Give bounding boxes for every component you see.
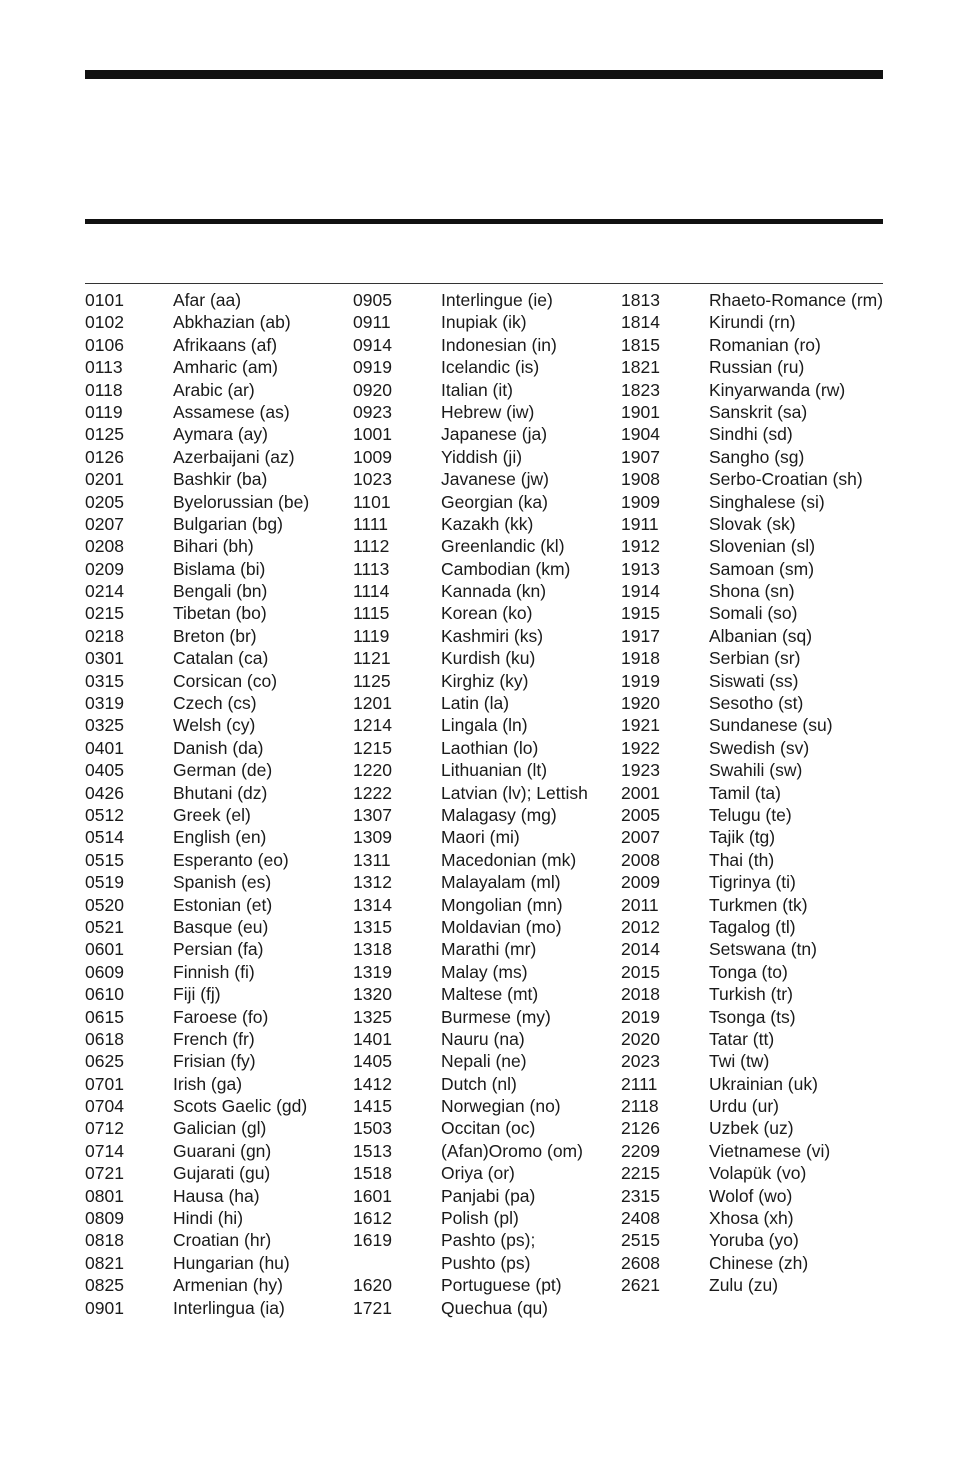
language-code: 1920 <box>621 693 660 714</box>
language-code: 1215 <box>353 737 392 758</box>
language-code: 0201 <box>85 469 124 490</box>
language-code: 0405 <box>85 760 124 781</box>
language-name: Maltese (mt) <box>441 984 539 1005</box>
language-code: 0218 <box>85 625 124 646</box>
language-name: Fiji (fj) <box>173 984 221 1005</box>
language-code: 0818 <box>85 1230 124 1251</box>
language-name: Hindi (hi) <box>173 1208 244 1229</box>
language-name: Volapük (vo) <box>709 1163 807 1184</box>
language-code: 0315 <box>85 670 124 691</box>
language-code: 0106 <box>85 334 124 355</box>
language-name: Bashkir (ba) <box>173 469 268 490</box>
language-code: 1612 <box>353 1208 392 1229</box>
language-name: Kinyarwanda (rw) <box>709 379 846 400</box>
language-name: Sanskrit (sa) <box>709 401 808 422</box>
language-name: Setswana (tn) <box>709 939 817 960</box>
language-name: Slovenian (sl) <box>709 536 816 557</box>
language-name: Turkmen (tk) <box>709 894 808 915</box>
language-name: Interlingue (ie) <box>441 290 553 310</box>
language-name: Sesotho (st) <box>709 693 804 714</box>
language-code: 0721 <box>85 1163 124 1184</box>
language-code: 0905 <box>353 290 392 310</box>
language-code: 2126 <box>621 1118 660 1139</box>
language-code: 1814 <box>621 312 660 333</box>
language-code: 1001 <box>353 424 392 445</box>
language-code: 1115 <box>353 603 390 624</box>
language-code: 0520 <box>85 894 124 915</box>
language-code: 1318 <box>353 939 392 960</box>
language-code: 1813 <box>621 290 660 310</box>
language-name: Byelorussian (be) <box>173 491 310 512</box>
language-code: 2005 <box>621 804 660 825</box>
language-name: Tajik (tg) <box>709 827 776 848</box>
language-code: 1201 <box>353 693 392 714</box>
language-name: Panjabi (pa) <box>441 1185 536 1206</box>
language-code: 1912 <box>621 536 660 557</box>
language-code: 1915 <box>621 603 660 624</box>
language-code: 2215 <box>621 1163 660 1184</box>
language-name: Finnish (fi) <box>173 961 255 982</box>
language-name: Bihari (bh) <box>173 536 254 557</box>
language-name: Arabic (ar) <box>173 379 255 400</box>
language-name: Tatar (tt) <box>709 1028 775 1049</box>
language-code: 2001 <box>621 782 660 803</box>
language-name: German (de) <box>173 760 273 781</box>
language-name: Latvian (lv); Lettish <box>441 782 588 803</box>
language-code: 1319 <box>353 961 392 982</box>
language-name: Bislama (bi) <box>173 558 266 579</box>
language-code: 2008 <box>621 849 660 870</box>
language-name: Javanese (jw) <box>441 469 549 490</box>
language-name: Corsican (co) <box>173 670 278 691</box>
language-name: Hebrew (iw) <box>441 401 535 422</box>
language-code: 0901 <box>85 1297 124 1318</box>
language-name: Tibetan (bo) <box>173 603 267 624</box>
language-name: Xhosa (xh) <box>709 1208 794 1229</box>
language-code: 1914 <box>621 581 660 602</box>
language-name: Interlingua (ia) <box>173 1297 285 1318</box>
language-code: 2118 <box>621 1096 659 1117</box>
language-name: Samoan (sm) <box>709 558 815 579</box>
language-code: 0714 <box>85 1140 124 1161</box>
language-name: Icelandic (is) <box>441 357 540 378</box>
language-code: 1815 <box>621 334 660 355</box>
language-name: Greek (el) <box>173 804 251 825</box>
language-code: 1315 <box>353 916 392 937</box>
language-name: Uzbek (uz) <box>709 1118 794 1139</box>
language-code: 1309 <box>353 827 392 848</box>
language-name: Occitan (oc) <box>441 1118 536 1139</box>
language-code: 2007 <box>621 827 660 848</box>
language-name: Portuguese (pt) <box>441 1275 562 1296</box>
language-name: Lingala (ln) <box>441 715 528 736</box>
language-name: Breton (br) <box>173 625 257 646</box>
language-name: Malay (ms) <box>441 961 528 982</box>
language-code: 0512 <box>85 804 124 825</box>
language-code: 0119 <box>85 401 123 422</box>
language-name: Estonian (et) <box>173 894 273 915</box>
language-code: 1222 <box>353 782 392 803</box>
language-name: Tsonga (ts) <box>709 1006 796 1027</box>
language-code: 1325 <box>353 1006 392 1027</box>
language-name: Tagalog (tl) <box>709 916 796 937</box>
language-name: Abkhazian (ab) <box>173 312 291 333</box>
language-code: 1125 <box>353 670 391 691</box>
language-code: 1114 <box>353 581 390 602</box>
language-code: 1320 <box>353 984 392 1005</box>
language-code: 0205 <box>85 491 124 512</box>
language-code: 2023 <box>621 1051 660 1072</box>
language-code: 0126 <box>85 446 124 467</box>
language-name: Chinese (zh) <box>709 1252 809 1273</box>
language-code: 2408 <box>621 1208 660 1229</box>
language-name: French (fr) <box>173 1028 255 1049</box>
language-name: Croatian (hr) <box>173 1230 272 1251</box>
language-code: 1911 <box>621 513 659 534</box>
language-name: Azerbaijani (az) <box>173 446 295 467</box>
language-code: 0704 <box>85 1096 124 1117</box>
language-name: Malagasy (mg) <box>441 804 557 825</box>
language-name: Kashmiri (ks) <box>441 625 544 646</box>
language-name: Zulu (zu) <box>709 1275 779 1296</box>
language-name: Georgian (ka) <box>441 491 548 512</box>
language-name: Afar (aa) <box>173 290 242 310</box>
language-code: 0610 <box>85 984 124 1005</box>
language-code: 2111 <box>621 1073 658 1094</box>
language-name: Urdu (ur) <box>709 1096 780 1117</box>
language-name: Hungarian (hu) <box>173 1252 290 1273</box>
language-code: 0821 <box>85 1252 124 1273</box>
language-code: 1023 <box>353 469 392 490</box>
language-code: 0625 <box>85 1051 124 1072</box>
language-code: 1412 <box>353 1073 392 1094</box>
language-code: 1503 <box>353 1118 392 1139</box>
language-code: 1904 <box>621 424 660 445</box>
language-name: Moldavian (mo) <box>441 916 562 937</box>
language-code: 0113 <box>85 357 123 378</box>
language-name: Albanian (sq) <box>709 625 813 646</box>
language-code: 2621 <box>621 1275 660 1296</box>
language-name: Bhutani (dz) <box>173 782 268 803</box>
language-code: 1513 <box>353 1140 392 1161</box>
language-name: Welsh (cy) <box>173 715 256 736</box>
language-code: 2015 <box>621 961 660 982</box>
language-code: 0911 <box>353 312 391 333</box>
language-name: Telugu (te) <box>709 804 792 825</box>
language-code: 1913 <box>621 558 660 579</box>
language-name: English (en) <box>173 827 267 848</box>
language-code: 0102 <box>85 312 124 333</box>
language-name: Armenian (hy) <box>173 1275 283 1296</box>
language-code: 2020 <box>621 1028 660 1049</box>
language-code: 1111 <box>353 513 389 534</box>
language-code: 1721 <box>353 1297 392 1318</box>
language-name: Faroese (fo) <box>173 1006 269 1027</box>
language-name: Bengali (bn) <box>173 581 268 602</box>
language-name: Bulgarian (bg) <box>173 513 283 534</box>
language-code: 2515 <box>621 1230 660 1251</box>
language-name: Aymara (ay) <box>173 424 268 445</box>
language-code: 1401 <box>353 1028 392 1049</box>
language-code: 0609 <box>85 961 124 982</box>
language-code: 1314 <box>353 894 392 915</box>
language-code: 1907 <box>621 446 660 467</box>
language-name: Vietnamese (vi) <box>709 1140 831 1161</box>
language-name: Russian (ru) <box>709 357 805 378</box>
language-name: Cambodian (km) <box>441 558 571 579</box>
language-name: Maori (mi) <box>441 827 520 848</box>
language-name: Romanian (ro) <box>709 334 821 355</box>
language-code: 1923 <box>621 760 660 781</box>
language-code: 1619 <box>353 1230 392 1251</box>
language-name: Greenlandic (kl) <box>441 536 565 557</box>
language-name: Afrikaans (af) <box>173 334 278 355</box>
language-name: Japanese (ja) <box>441 424 548 445</box>
language-code: 2014 <box>621 939 660 960</box>
top-rule <box>85 70 883 79</box>
language-name: Nauru (na) <box>441 1028 525 1049</box>
language-name: Amharic (am) <box>173 357 279 378</box>
language-name: Yiddish (ji) <box>441 446 523 467</box>
language-code: 0118 <box>85 379 123 400</box>
language-name: Slovak (sk) <box>709 513 796 534</box>
language-name: (Afan)Oromo (om) <box>441 1140 583 1161</box>
language-code: 0712 <box>85 1118 124 1139</box>
language-code: 0125 <box>85 424 124 445</box>
language-name: Marathi (mr) <box>441 939 537 960</box>
language-code: 2608 <box>621 1252 660 1273</box>
language-code: 0301 <box>85 648 124 669</box>
language-name: Serbo-Croatian (sh) <box>709 469 863 490</box>
language-code: 0207 <box>85 513 124 534</box>
language-code: 1101 <box>353 491 391 512</box>
language-name: Swedish (sv) <box>709 737 810 758</box>
language-code: 0401 <box>85 737 124 758</box>
language-code: 2012 <box>621 916 660 937</box>
language-name: Twi (tw) <box>709 1051 770 1072</box>
language-code: 2009 <box>621 872 660 893</box>
language-code: 1307 <box>353 804 392 825</box>
language-code: 0825 <box>85 1275 124 1296</box>
language-name: Irish (ga) <box>173 1073 243 1094</box>
language-code: 1921 <box>621 715 660 736</box>
language-name: Serbian (sr) <box>709 648 801 669</box>
language-code: 0521 <box>85 916 124 937</box>
language-name: Malayalam (ml) <box>441 872 561 893</box>
language-name: Nepali (ne) <box>441 1051 527 1072</box>
language-code: 1119 <box>353 625 390 646</box>
language-code: 2011 <box>621 894 659 915</box>
language-name: Gujarati (gu) <box>173 1163 271 1184</box>
language-code: 1620 <box>353 1275 392 1296</box>
language-name: Inupiak (ik) <box>441 312 527 333</box>
language-name: Dutch (nl) <box>441 1073 517 1094</box>
language-code: 0801 <box>85 1185 124 1206</box>
language-name: Guarani (gn) <box>173 1140 272 1161</box>
language-name: Catalan (ca) <box>173 648 269 669</box>
language-name: Laothian (lo) <box>441 737 539 758</box>
language-code: 2018 <box>621 984 660 1005</box>
language-code: 1312 <box>353 872 392 893</box>
language-name: Burmese (my) <box>441 1006 551 1027</box>
language-code: 1909 <box>621 491 660 512</box>
language-code: 1601 <box>353 1185 392 1206</box>
language-name: Frisian (fy) <box>173 1051 256 1072</box>
language-name: Rhaeto-Romance (rm) <box>709 290 884 310</box>
language-name: Polish (pl) <box>441 1208 519 1229</box>
language-code: 1405 <box>353 1051 392 1072</box>
language-name: Singhalese (si) <box>709 491 825 512</box>
language-name: Kurdish (ku) <box>441 648 536 669</box>
language-code: 1220 <box>353 760 392 781</box>
language-code: 0809 <box>85 1208 124 1229</box>
header-rule <box>85 219 883 224</box>
language-code: 0920 <box>353 379 392 400</box>
language-name: Tonga (to) <box>709 961 788 982</box>
language-name: Norwegian (no) <box>441 1096 561 1117</box>
language-name: Assamese (as) <box>173 401 290 422</box>
language-code: 0618 <box>85 1028 124 1049</box>
language-code: 1917 <box>621 625 660 646</box>
language-code: 0514 <box>85 827 124 848</box>
language-code: 1311 <box>353 849 391 870</box>
language-code: 1823 <box>621 379 660 400</box>
language-code: 1518 <box>353 1163 392 1184</box>
language-name: Hausa (ha) <box>173 1185 260 1206</box>
language-name: Shona (sn) <box>709 581 795 602</box>
language-name: Wolof (wo) <box>709 1185 793 1206</box>
language-code: 0214 <box>85 581 124 602</box>
language-code: 1922 <box>621 737 660 758</box>
language-code: 2315 <box>621 1185 660 1206</box>
language-name: Sindhi (sd) <box>709 424 793 445</box>
language-code: 0319 <box>85 693 124 714</box>
language-name: Tamil (ta) <box>709 782 781 803</box>
language-code: 0919 <box>353 357 392 378</box>
language-code: 0914 <box>353 334 392 355</box>
language-name: Sundanese (su) <box>709 715 833 736</box>
language-name: Latin (la) <box>441 693 510 714</box>
language-name: Siswati (ss) <box>709 670 799 691</box>
language-name: Kazakh (kk) <box>441 513 534 534</box>
language-code: 1918 <box>621 648 660 669</box>
language-code: 0519 <box>85 872 124 893</box>
language-name: Ukrainian (uk) <box>709 1073 818 1094</box>
language-name: Macedonian (mk) <box>441 849 577 870</box>
table-top-rule <box>85 283 883 284</box>
language-name: Pashto (ps); <box>441 1230 536 1251</box>
language-code: 0101 <box>85 290 124 310</box>
language-code: 1415 <box>353 1096 392 1117</box>
language-code: 0515 <box>85 849 124 870</box>
language-name: Italian (it) <box>441 379 513 400</box>
language-code: 0215 <box>85 603 124 624</box>
language-code: 1908 <box>621 469 660 490</box>
language-code: 0701 <box>85 1073 124 1094</box>
language-code: 1901 <box>621 401 660 422</box>
language-name: Quechua (qu) <box>441 1297 549 1318</box>
language-code: 0208 <box>85 536 124 557</box>
language-code: 0426 <box>85 782 124 803</box>
language-name: Oriya (or) <box>441 1163 515 1184</box>
language-name: Korean (ko) <box>441 603 533 624</box>
language-code: 0923 <box>353 401 392 422</box>
language-name: Pushto (ps) <box>441 1252 531 1273</box>
language-name: Turkish (tr) <box>709 984 793 1005</box>
language-code: 1821 <box>621 357 660 378</box>
language-name: Thai (th) <box>709 849 775 870</box>
language-name: Spanish (es) <box>173 872 272 893</box>
language-name: Mongolian (mn) <box>441 894 563 915</box>
language-code: 0615 <box>85 1006 124 1027</box>
language-code: 0209 <box>85 558 124 579</box>
language-name: Kannada (kn) <box>441 581 547 602</box>
language-code: 2019 <box>621 1006 660 1027</box>
language-name: Kirundi (rn) <box>709 312 796 333</box>
language-name: Lithuanian (lt) <box>441 760 548 781</box>
language-name: Czech (cs) <box>173 693 257 714</box>
language-code: 1112 <box>353 536 390 557</box>
language-name: Esperanto (eo) <box>173 849 289 870</box>
language-name: Tigrinya (ti) <box>709 872 796 893</box>
language-code: 0601 <box>85 939 124 960</box>
language-code: 1009 <box>353 446 392 467</box>
language-name: Galician (gl) <box>173 1118 267 1139</box>
language-name: Danish (da) <box>173 737 264 758</box>
language-name: Indonesian (in) <box>441 334 557 355</box>
language-code: 0325 <box>85 715 124 736</box>
language-name: Somali (so) <box>709 603 798 624</box>
language-name: Swahili (sw) <box>709 760 803 781</box>
language-name: Scots Gaelic (gd) <box>173 1096 308 1117</box>
language-code: 2209 <box>621 1140 660 1161</box>
language-code: 1214 <box>353 715 392 736</box>
language-name: Kirghiz (ky) <box>441 670 529 691</box>
language-name: Persian (fa) <box>173 939 264 960</box>
language-code: 1113 <box>353 558 390 579</box>
language-name: Yoruba (yo) <box>709 1230 799 1251</box>
language-name: Basque (eu) <box>173 916 269 937</box>
language-code: 1919 <box>621 670 660 691</box>
language-name: Sangho (sg) <box>709 446 805 467</box>
language-code: 1121 <box>353 648 391 669</box>
